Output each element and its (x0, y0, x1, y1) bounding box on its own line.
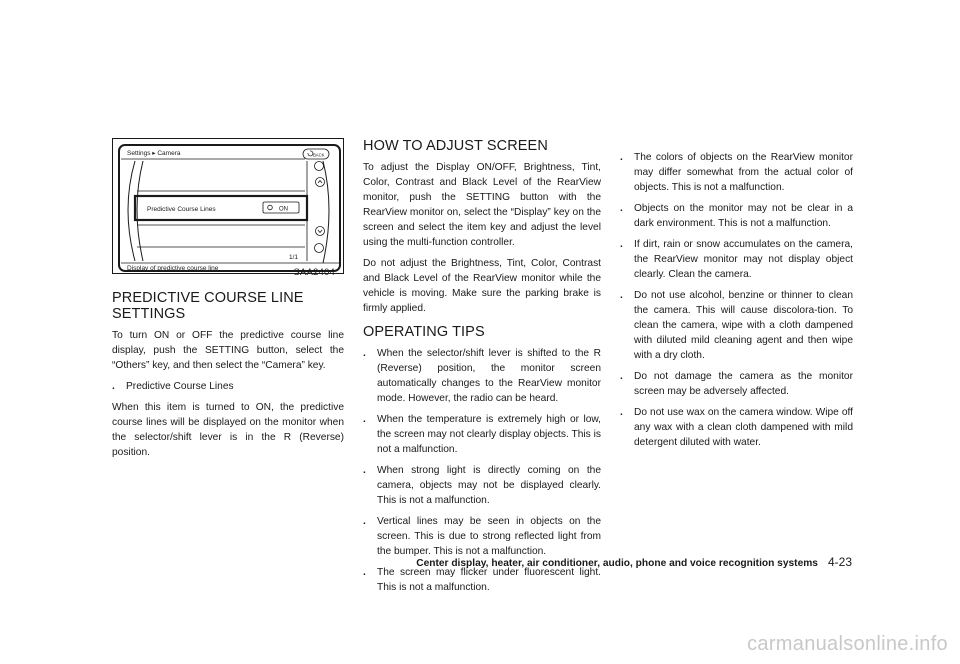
settings-screen-figure (112, 138, 344, 278)
back-button-label: BACK (313, 152, 325, 158)
screen-caption: Display of predictive course line (127, 265, 219, 272)
list-item: . Do not use alcohol, benzine or thinner to clean the camera. This will cause discolora-tion. To clean the camera, wipe with a cloth dampened with diluted mild cleaning agent and then wipe with a dry cloth. (620, 290, 853, 361)
predictive-course-lines-label: Predictive Course Lines (147, 206, 216, 213)
list-item: . The screen may flicker under fluorescent light. This is not a malfunction. (363, 567, 601, 593)
footer-title: Center display, heater, air conditioner, audio, phone and voice recognition systems (416, 558, 818, 569)
camera-tips-list (620, 150, 853, 450)
list-item: . When the temperature is extremely high or low, the screen may not clearly display objects. This is not a malfunction. (363, 414, 601, 455)
page-number: 4-23 (827, 555, 852, 569)
predictive-course-heading: PREDICTIVE COURSE LINE SETTINGS (112, 290, 304, 322)
scroll-up-button (316, 178, 325, 187)
figure-id: SAA2404 (293, 267, 335, 278)
adjust-screen-paragraph-2: Do not adjust the Brightness, Tint, Color, Contrast and Black Level of the RearView monitor while the vehicle is moving. Make sure the parking brake is firmly applied. (363, 258, 601, 314)
right-column (620, 150, 853, 456)
list-item: . Do not use wax on the camera window. Wipe off any wax with a clean cloth dampened with mild detergent diluted with water. (620, 407, 853, 448)
bullet-mark: . (112, 381, 115, 392)
adjust-screen-heading: HOW TO ADJUST SCREEN (363, 138, 548, 154)
scroll-down-button (316, 227, 325, 236)
scroll-top-button (315, 162, 324, 171)
predictive-course-bullets (112, 379, 344, 394)
on-value: ON (279, 206, 288, 213)
adjust-screen-paragraph-1: To adjust the Display ON/OFF, Brightness, Tint, Color, Contrast and Black Level of the RearView monitor, push the SETTING button with the RearView monitor on, select the “Display” key on the screen and select the item key and adjust the level using the multi-function controller. (363, 162, 601, 248)
screen-illustration (113, 139, 345, 275)
page-footer (416, 555, 852, 569)
watermark: carmanualsonline.info (747, 633, 948, 655)
list-item: . Vertical lines may be seen in objects on the screen. This is due to strong reflected light from the bumper. This is not a malfunction. (363, 516, 601, 557)
page-indicator: 1/1 (289, 254, 299, 261)
operating-tips-heading: OPERATING TIPS (363, 324, 485, 340)
screen-breadcrumb: Settings ▸ Camera (127, 150, 181, 157)
list-item: . Objects on the monitor may not be clear in a dark environment. This is not a malfunction. (620, 203, 853, 229)
list-item: . Predictive Course Lines (112, 381, 234, 392)
predictive-course-body: When this item is turned to ON, the predictive course lines will be displayed on the monitor when the selector/shift lever is in the R (Reverse) position. (112, 402, 344, 458)
list-item: . The colors of objects on the RearView monitor may differ somewhat from the actual color of objects. This is not a malfunction. (620, 152, 853, 193)
predictive-course-intro: To turn ON or OFF the predictive course line display, push the SETTING button, select the “Others” key, and then select the “Camera” key. (112, 330, 344, 371)
middle-column (363, 138, 601, 601)
scroll-bottom-button (315, 244, 324, 253)
list-item: . When the selector/shift lever is shifted to the R (Reverse) position, the monitor screen automatically changes to the RearView monitor mode. However, the radio can be heard. (363, 348, 601, 404)
list-item: . When strong light is directly coming on the camera, objects may not be displayed clearly. This is not a malfunction. (363, 465, 601, 506)
list-item: . Do not damage the camera as the monitor screen may be adversely affected. (620, 371, 853, 397)
left-column (112, 138, 344, 466)
list-item: . If dirt, rain or snow accumulates on the camera, the RearView monitor may not display object clearly. Clean the camera. (620, 239, 853, 280)
